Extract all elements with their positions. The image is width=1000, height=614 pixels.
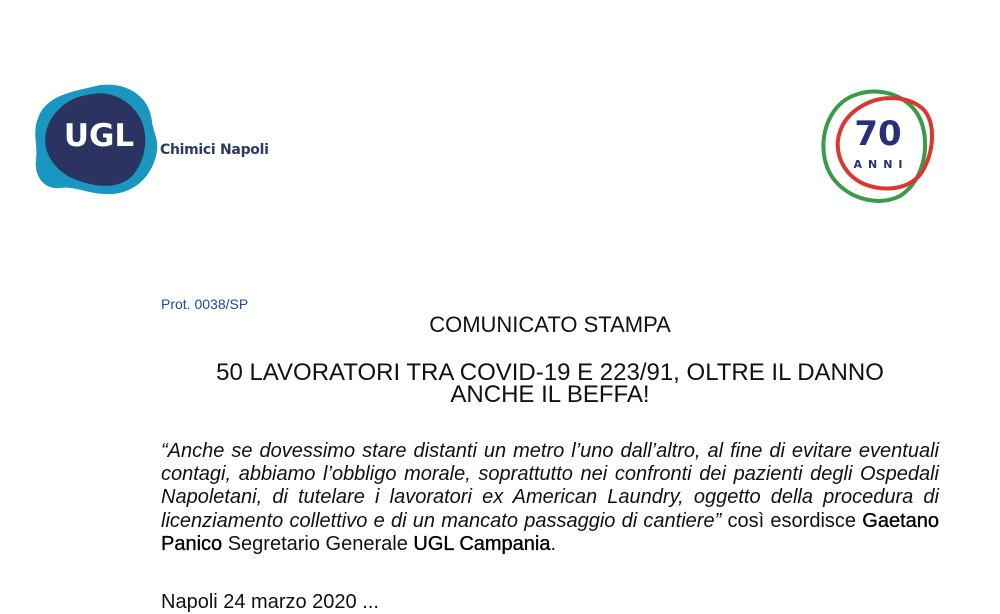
opening-quote: “Anche se dovessimo stare distanti un metro l’uno dall’altro, al fine di evitare eventuali contagi, abbiamo l’obbligo morale, soprattutto nei confronti dei pazienti degli Ospedali Napoletani, di tutelare i lavoratori ex American Laundry, oggetto della procedura di licenziamento collettivo e di un mancato passaggio di cantiere” [161,440,939,532]
person-role: Segretario Generale [222,532,414,555]
ugl-logo [34,82,274,198]
seventy-years-label: ANNI [853,158,909,171]
press-release-kicker: COMUNICATO STAMPA [429,312,671,337]
organization-name: UGL Campania [413,532,551,555]
clipped-next-line: Napoli 24 marzo 2020 ... [161,591,379,613]
title-line-2: ANCHE IL BEFFA! [450,381,650,408]
sentence-end: . [550,532,557,555]
seventy-years-number: 70 [854,114,902,154]
person-name: Gaetano Panico [161,509,939,555]
protocol-number: Prot. 0038/SP [161,296,249,312]
press-release-title [160,359,940,408]
ugl-logo-text: UGL [63,118,135,154]
title-line-1: 50 LAVORATORI TRA COVID-19 E 223/91, OLTRE IL DANNO [216,359,884,386]
seventy-years-logo [818,88,938,206]
ugl-logo-subtitle: Chimici Napoli [160,142,269,158]
connector-text: così esordisce [721,509,863,532]
body-paragraph [161,440,939,556]
